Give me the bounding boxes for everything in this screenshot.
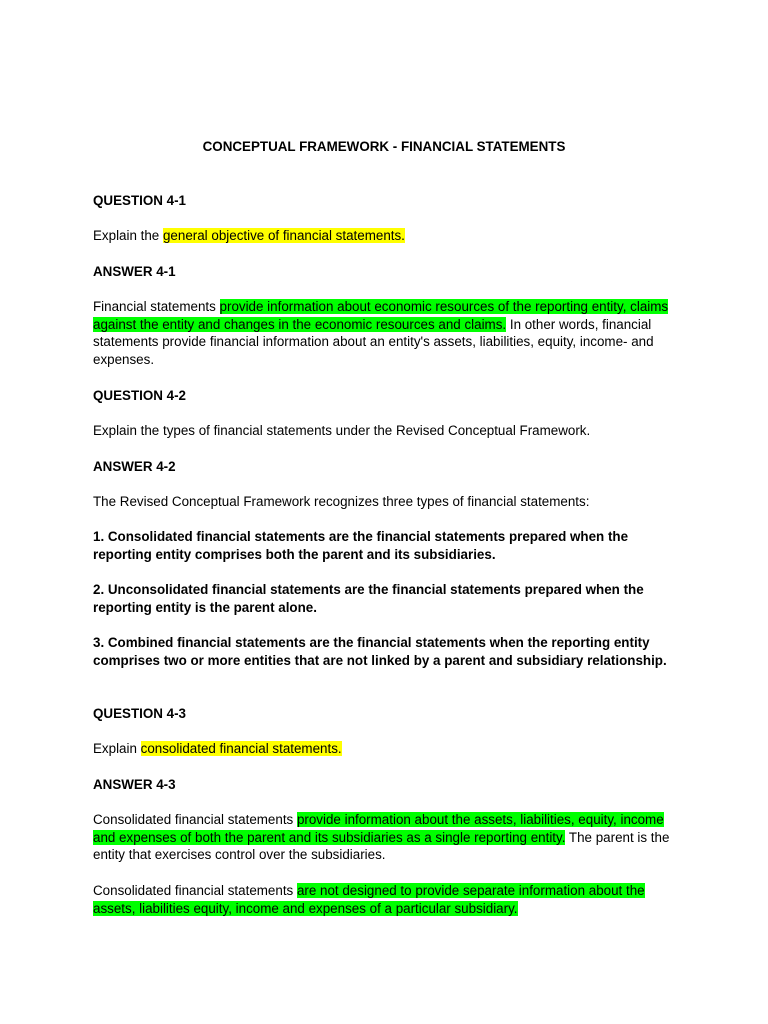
document-title: CONCEPTUAL FRAMEWORK - FINANCIAL STATEMENTS bbox=[202, 139, 566, 154]
answer-4-2-item-3: 3. Combined financial statements are the financial statements when the reporting entity comprises two or more entities that are not linked by a parent and subsidiary relationship. bbox=[93, 635, 667, 668]
answer-4-1-text bbox=[93, 298, 678, 369]
answer-4-3-paragraph-2 bbox=[93, 882, 678, 917]
question-4-2-heading: QUESTION 4-2 bbox=[93, 388, 187, 403]
question-4-1-text bbox=[93, 227, 678, 245]
answer-4-2-heading: ANSWER 4-2 bbox=[93, 459, 176, 474]
question-4-2-text: Explain the types of financial statements under the Revised Conceptual Framework. bbox=[93, 423, 591, 438]
answer-4-3-heading: ANSWER 4-3 bbox=[93, 777, 176, 792]
answer-4-1-text-post: In other words, financial statements provide financial information about an entity's assets, liabilities, equity, income- and expenses. bbox=[93, 316, 654, 368]
answer-4-2-intro: The Revised Conceptual Framework recognizes three types of financial statements: bbox=[93, 494, 590, 509]
answer-4-2-item-2: 2. Unconsolidated financial statements are the financial statements prepared when the reporting entity is the parent alone. bbox=[93, 582, 644, 615]
answer-4-3-p2-pre: Consolidated financial statements bbox=[93, 883, 297, 898]
question-4-3-highlight: consolidated financial statements. bbox=[140, 741, 342, 756]
answer-4-1-heading: ANSWER 4-1 bbox=[93, 264, 176, 279]
answer-4-2-item-1: 1. Consolidated financial statements are the financial statements prepared when the reporting entity comprises both the parent and its subsidiaries. bbox=[93, 529, 629, 562]
question-4-1-highlight: general objective of financial statements. bbox=[162, 228, 405, 243]
answer-4-3-paragraph-1 bbox=[93, 811, 678, 864]
answer-4-1-text-pre: Financial statements bbox=[93, 299, 220, 314]
question-4-3-text-pre: Explain bbox=[93, 741, 141, 756]
answer-4-3-p2-highlight: are not designed to provide separate information about the assets, liabilities equity, income and expenses of a particular subsidiary. bbox=[93, 883, 645, 916]
answer-4-1-highlight: provide information about economic resources of the reporting entity, claims against the entity and changes in the economic resources and claims. bbox=[93, 299, 669, 332]
question-4-1-text-pre: Explain the bbox=[93, 228, 163, 243]
answer-4-3-p1-highlight: provide information about the assets, liabilities, equity, income and expenses of both the parent and its subsidiaries as a single reporting entity. bbox=[93, 812, 664, 845]
answer-4-3-p1-post: The parent is the entity that exercises control over the subsidiaries. bbox=[93, 829, 670, 863]
question-4-3-heading: QUESTION 4-3 bbox=[93, 706, 187, 721]
answer-4-3-p1-pre: Consolidated financial statements bbox=[93, 812, 297, 827]
question-4-3-text bbox=[93, 740, 678, 758]
question-4-1-heading: QUESTION 4-1 bbox=[93, 193, 187, 208]
